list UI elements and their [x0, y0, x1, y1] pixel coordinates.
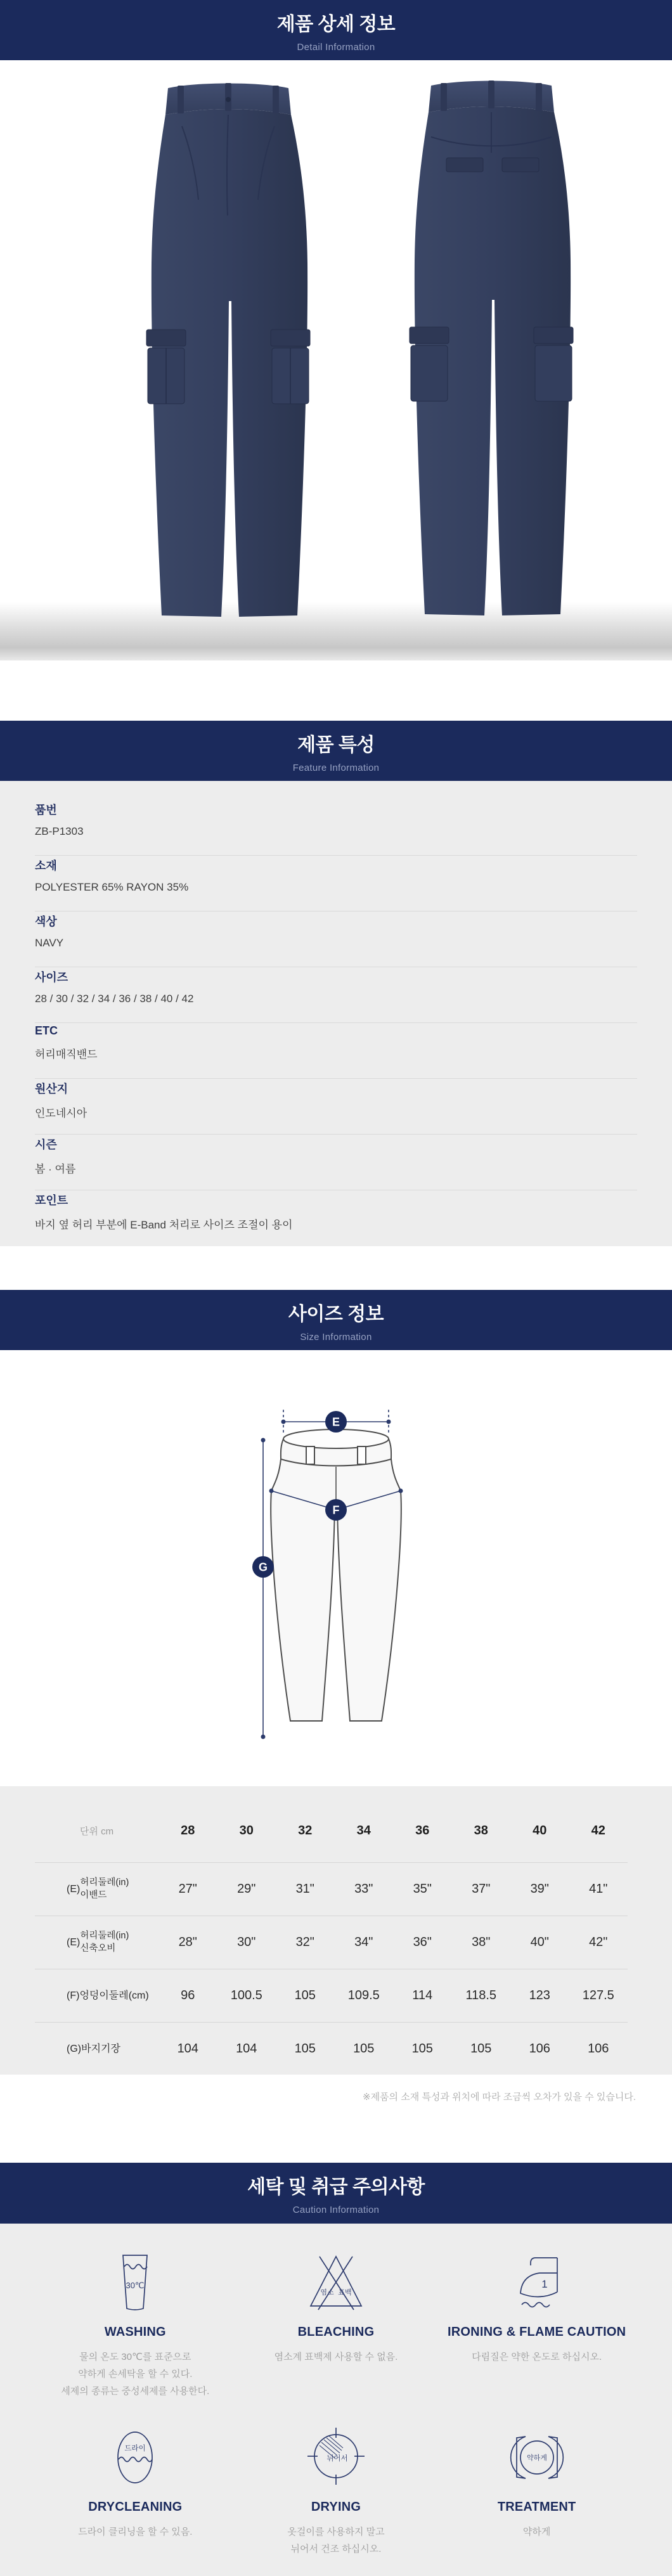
svg-text:표백: 표백 — [338, 2289, 352, 2296]
cargo-pocket-left — [410, 327, 449, 401]
detail-title: 제품 상세 정보 — [276, 13, 396, 35]
cell: 105 — [294, 1988, 316, 2002]
feature-list — [0, 781, 672, 1246]
detail-subtitle: Detail Information — [297, 41, 375, 53]
cell: 106 — [588, 2042, 609, 2056]
row-prefix: (F) — [67, 1990, 80, 2001]
feature-label: ETC — [35, 1024, 58, 1037]
cell: 41" — [589, 1882, 608, 1896]
cell: 27" — [178, 1882, 197, 1896]
row-label: 허리둘레(in) — [80, 1877, 129, 1888]
care-label: WASHING — [104, 2325, 166, 2339]
row-label2: 이밴드 — [80, 1890, 107, 1900]
product-photo-area — [0, 60, 672, 721]
care-item-drycleaning — [35, 2426, 236, 2558]
svg-text:뉘어서: 뉘어서 — [326, 2455, 348, 2463]
cell: 105 — [411, 2042, 433, 2056]
feature-item-origin — [35, 1079, 637, 1135]
row-prefix: (G) — [67, 2043, 82, 2054]
row-label: 엉덩이둘레(cm) — [79, 1990, 149, 2001]
feature-label: 사이즈 — [35, 971, 68, 984]
caution-info-header — [0, 2163, 672, 2224]
feature-value: 인도네시아 — [35, 1107, 87, 1119]
feature-label: 원산지 — [35, 1083, 68, 1095]
unit-label: 단위 cm — [79, 1826, 114, 1837]
cell: 104 — [236, 2042, 257, 2056]
care-item-drying — [236, 2426, 437, 2558]
row-label: 바지기장 — [81, 2043, 120, 2054]
svg-text:약하게: 약하게 — [526, 2454, 547, 2462]
pants-back-view — [410, 80, 573, 615]
row-prefix: (E) — [67, 1936, 81, 1948]
pants-front-view — [146, 83, 310, 617]
table-row-waist-eband — [35, 1862, 628, 1916]
care-desc-line: 드라이 클리닝을 할 수 있음. — [78, 2527, 193, 2537]
svg-text:30℃: 30℃ — [126, 2281, 145, 2290]
cell: 29" — [237, 1882, 256, 1896]
care-desc-line: 세제의 종류는 중성세제를 사용한다. — [61, 2386, 210, 2397]
cargo-pocket-right — [271, 330, 310, 404]
cell: 104 — [177, 2042, 198, 2056]
feature-value: 바지 옆 허리 부분에 E-Band 처리로 사이즈 조절이 용이 — [35, 1219, 293, 1231]
care-desc-line: 약하게 손세탁을 할 수 있다. — [78, 2369, 193, 2380]
feature-label: 포인트 — [35, 1194, 68, 1207]
cell: 28" — [178, 1935, 197, 1949]
cell: 106 — [529, 2042, 550, 2056]
size-table-header-row — [35, 1799, 628, 1862]
care-item-treatment — [436, 2426, 637, 2558]
care-item-bleaching — [236, 2251, 437, 2400]
size-col: 36 — [415, 1823, 430, 1838]
size-diagram-area — [0, 1350, 672, 1786]
row-label2: 신축오비 — [80, 1943, 116, 1954]
row-prefix: (E) — [67, 1883, 81, 1895]
treatment-icon — [504, 2428, 570, 2486]
care-label: DRYCLEANING — [88, 2500, 183, 2514]
svg-text:염소: 염소 — [320, 2289, 334, 2296]
care-item-ironing — [436, 2251, 637, 2400]
cell: 114 — [412, 1988, 433, 2002]
cell: 34" — [354, 1935, 373, 1949]
washing-icon — [108, 2253, 162, 2311]
feature-info-header — [0, 721, 672, 781]
size-info-header — [0, 1290, 672, 1350]
cell: 39" — [530, 1882, 549, 1896]
care-desc-line: 뉘어서 건조 하십시오. — [290, 2544, 382, 2554]
size-col: 32 — [298, 1823, 313, 1838]
detail-info-header — [0, 0, 672, 60]
size-col: 42 — [591, 1823, 605, 1838]
table-row-length — [35, 2022, 628, 2075]
care-instructions — [0, 2224, 672, 2576]
feature-title: 제품 특성 — [297, 734, 375, 756]
cell: 35" — [413, 1882, 432, 1896]
cell: 42" — [589, 1935, 608, 1949]
cell: 105 — [470, 2042, 492, 2056]
size-tolerance-note: ※제품의 소재 특성과 위치에 따라 조금씩 오차가 있을 수 있습니다. — [363, 2092, 636, 2103]
care-desc-line: 염소계 표백제 사용할 수 없음. — [274, 2352, 398, 2362]
navy-cargo-pants-photo — [63, 73, 609, 631]
care-label: BLEACHING — [297, 2325, 375, 2339]
cell: 123 — [529, 1988, 550, 2002]
caution-subtitle: Caution Information — [292, 2205, 380, 2215]
cell: 37" — [472, 1882, 491, 1896]
size-col: 30 — [239, 1823, 254, 1838]
cell: 100.5 — [230, 1988, 262, 2002]
cell: 36" — [413, 1935, 432, 1949]
size-subtitle: Size Information — [300, 1331, 372, 1343]
care-desc-line: 물의 온도 30℃를 표준으로 — [79, 2352, 191, 2362]
cell: 31" — [295, 1882, 314, 1896]
caution-title: 세탁 및 취급 주의사항 — [247, 2177, 425, 2198]
size-note-area — [0, 2075, 672, 2163]
care-label: TREATMENT — [497, 2500, 576, 2514]
marker-E — [325, 1411, 347, 1433]
cell: 109.5 — [347, 1988, 380, 2002]
care-desc-line: 약하게 — [522, 2527, 551, 2537]
size-table — [0, 1786, 672, 2075]
feature-value: ZB-P1303 — [35, 825, 84, 837]
drycleaning-icon — [108, 2428, 162, 2486]
cell: 40" — [530, 1935, 549, 1949]
care-desc-line: 다림질은 약한 온도로 하십시오. — [472, 2352, 602, 2362]
cell: 96 — [181, 1988, 195, 2002]
cargo-pocket-right — [534, 327, 573, 401]
care-item-washing — [35, 2251, 236, 2400]
drying-icon — [304, 2426, 368, 2486]
cell: 30" — [237, 1935, 256, 1949]
cell: 105 — [353, 2042, 375, 2056]
bleaching-icon — [304, 2253, 368, 2311]
feature-item-code — [35, 800, 637, 856]
svg-text:1: 1 — [541, 2278, 548, 2290]
feature-value: POLYESTER 65% RAYON 35% — [35, 881, 189, 893]
cell: 127.5 — [582, 1988, 614, 2002]
size-col: 28 — [181, 1823, 195, 1838]
table-row-hip — [35, 1969, 628, 2022]
care-label: IRONING & FLAME CAUTION — [448, 2325, 626, 2339]
feature-value: NAVY — [35, 937, 64, 949]
svg-text:G: G — [258, 1561, 268, 1574]
marker-F — [325, 1499, 347, 1521]
feature-label: 시즌 — [35, 1138, 57, 1151]
care-label: DRYING — [311, 2500, 361, 2514]
feature-label: 소재 — [35, 860, 57, 872]
svg-text:F: F — [332, 1504, 340, 1517]
feature-value: 허리매직밴드 — [35, 1048, 98, 1060]
ironing-icon — [505, 2253, 569, 2311]
feature-value: 봄 · 여름 — [35, 1163, 76, 1175]
svg-text:드라이: 드라이 — [124, 2445, 146, 2452]
size-col: 40 — [533, 1823, 547, 1838]
spacer — [0, 1246, 672, 1290]
size-col: 34 — [356, 1823, 371, 1838]
size-col: 38 — [474, 1823, 488, 1838]
table-row-waist-stretch — [35, 1916, 628, 1969]
care-desc-line: 옷걸이를 사용하지 말고 — [287, 2527, 385, 2537]
feature-item-etc — [35, 1023, 637, 1079]
cell: 32" — [295, 1935, 314, 1949]
feature-item-size — [35, 967, 637, 1023]
pants-measurement-diagram — [241, 1401, 431, 1756]
feature-item-color — [35, 911, 637, 967]
feature-item-point — [35, 1190, 637, 1246]
cell: 33" — [354, 1882, 373, 1896]
cell: 118.5 — [465, 1988, 497, 2002]
svg-text:E: E — [332, 1415, 340, 1429]
feature-item-material — [35, 856, 637, 911]
feature-value: 28 / 30 / 32 / 34 / 36 / 38 / 40 / 42 — [35, 993, 194, 1005]
feature-label: 색상 — [35, 915, 57, 928]
feature-item-season — [35, 1135, 637, 1190]
feature-subtitle: Feature Information — [292, 762, 380, 773]
size-title: 사이즈 정보 — [288, 1303, 384, 1325]
feature-label: 품번 — [35, 804, 57, 816]
cargo-pocket-left — [146, 330, 186, 404]
marker-G — [252, 1556, 274, 1578]
row-label: 허리둘레(in) — [80, 1930, 129, 1941]
cell: 38" — [472, 1935, 491, 1949]
cell: 105 — [294, 2042, 316, 2056]
